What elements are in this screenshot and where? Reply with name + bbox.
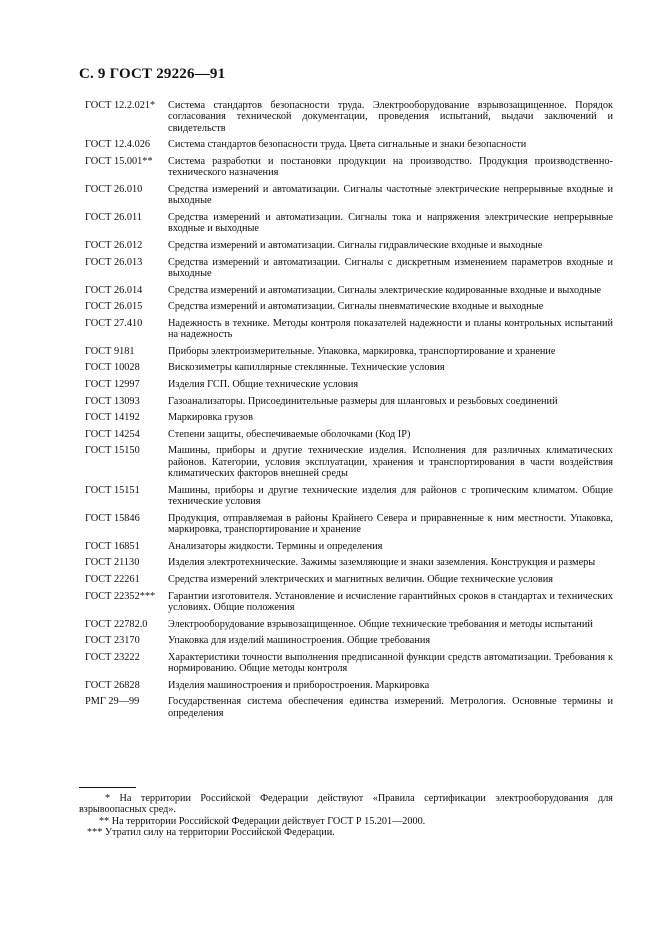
reference-title: Средства измерений и автоматизации. Сигналы пневматические входные и выходные [168,301,544,313]
reference-code: ГОСТ 26.012 [85,240,143,251]
reference-code: ГОСТ 26.014 [85,284,143,296]
reference-title: Машины, приборы и другие технические изделия для районов с тропическим климатом. Общие технические условия [168,484,613,508]
reference-code: ГОСТ 26.015 [85,301,143,313]
reference-title: Система стандартов безопасности труда. Цвета сигнальные и знаки безопасности [168,139,527,151]
reference-code: ГОСТ 12.2.021* [85,100,156,111]
reference-code: ГОСТ 14254 [85,428,140,440]
reference-row [85,184,613,207]
reference-code: ГОСТ 14192 [85,412,140,424]
reference-title: Средства измерений и автоматизации. Сигналы частотные электрические непрерывные входные и выходные [168,184,613,207]
reference-row [85,212,613,235]
reference-code: ГОСТ 23222 [85,651,140,663]
reference-title: Система разработки и постановки продукции на производство. Продукция производственно-технического назначения [168,156,613,179]
reference-row [85,591,613,614]
reference-title: Изделия электротехнические. Зажимы заземляющие и знаки заземления. Конструкция и размеры [168,557,596,569]
reference-code: ГОСТ 15.001** [85,156,153,167]
reference-title: Государственная система обеспечения единства измерений. Метрология. Основные термины и определения [168,696,613,719]
reference-code: ГОСТ 23170 [85,635,140,647]
reference-title: Анализаторы жидкости. Термины и определения [168,540,383,552]
reference-title: Средства измерений и автоматизации. Сигналы с дискретным изменением параметров входные и выходные [168,256,613,279]
reference-code: ГОСТ 26828 [85,679,140,691]
reference-title: Изделия машиностроения и приборостроения. Маркировка [168,679,430,691]
reference-title: Продукция, отправляемая в районы Крайнего Севера и приравненные к ним местности. Упаковка, маркировка, транспортирование и хранение [168,512,613,536]
footnote-2: ** На территории Российской Федерации действует ГОСТ Р 15.201—2000. [99,815,426,827]
reference-code: ГОСТ 22352*** [85,590,156,602]
reference-row [85,680,613,691]
reference-row [85,513,613,536]
reference-title: Гарантии изготовителя. Установление и исчисление гарантийных сроков в стандартах и технических условиях. Общие положения [168,590,613,613]
reference-row [85,412,613,423]
reference-row [85,652,613,675]
reference-title: Средства измерений и автоматизации. Сигналы тока и напряжения электрические непрерывные входные и выходные [168,212,613,235]
reference-code: ГОСТ 10028 [85,362,140,374]
reference-title: Средства измерений электрических и магнитных величин. Общие технические условия [168,573,553,585]
reference-row [85,346,613,357]
reference-row [85,301,613,312]
reference-title: Степени защиты, обеспечиваемые оболочками (Код IP) [168,428,411,440]
reference-title: Машины, приборы и другие технические изделия. Исполнения для различных климатических районов. Категории, условия эксплуатации, хранения и транспортирования в части воздействия климатических факторов внешней среды [168,445,613,480]
reference-title: Надежность в технике. Методы контроля показателей надежности и планы контрольных испытаний на надежность [168,317,613,341]
reference-code: ГОСТ 13093 [85,395,140,407]
reference-row [85,139,613,150]
reference-title: Газоанализаторы. Присоединительные размеры для шланговых и резьбовых соединений [168,395,558,407]
reference-row [85,396,613,407]
reference-row [85,485,613,508]
reference-row [85,619,613,630]
reference-title: Приборы электроизмерительные. Упаковка, маркировка, транспортирование и хранение [168,345,556,357]
reference-title: Маркировка грузов [168,412,253,424]
reference-row [85,379,613,390]
footnote-3: *** Утратил силу на территории Российской Федерации. [87,826,335,838]
footnote-divider [79,787,136,788]
reference-row [85,696,613,719]
reference-title: Средства измерений и автоматизации. Сигналы гидравлические входные и выходные [168,240,543,251]
reference-row [85,285,613,296]
reference-code: РМГ 29—99 [85,696,140,708]
reference-code: ГОСТ 12.4.026 [85,139,151,151]
reference-list [85,100,613,724]
reference-title: Система стандартов безопасности труда. Электрооборудование взрывозащищенное. Порядок согласования технической документации, проведения испытаний, выдачи заключений и свидетельств [168,100,613,134]
reference-code: ГОСТ 22782.0 [85,618,148,630]
reference-row [85,362,613,373]
reference-title: Изделия ГСП. Общие технические условия [168,378,359,390]
reference-code: ГОСТ 12997 [85,378,140,390]
reference-code: ГОСТ 15150 [85,445,140,457]
reference-row [85,240,613,251]
reference-code: ГОСТ 22261 [85,573,140,585]
page-header: С. 9 ГОСТ 29226—91 [79,66,226,82]
reference-code: ГОСТ 9181 [85,345,135,357]
reference-title: Характеристики точности выполнения предписанной функции средств автоматизации. Требования к нормированию. Общие методы контроля [168,651,613,675]
reference-title: Вискозиметры капиллярные стеклянные. Технические условия [168,362,445,374]
reference-code: ГОСТ 26.011 [85,212,142,223]
reference-code: ГОСТ 15846 [85,512,140,524]
reference-row [85,574,613,585]
reference-code: ГОСТ 21130 [85,557,140,569]
reference-row [85,445,613,479]
footnote-1: * На территории Российской Федерации действуют «Правила сертификации электрооборудования для взрывоопасных сред». [79,793,613,816]
reference-title: Электрооборудование взрывозащищенное. Общие технические требования и методы испытаний [168,618,593,630]
reference-code: ГОСТ 15151 [85,484,140,496]
reference-row [85,557,613,568]
reference-title: Упаковка для изделий машиностроения. Общие требования [168,635,431,647]
reference-row [85,429,613,440]
reference-row [85,257,613,280]
reference-code: ГОСТ 26.010 [85,184,143,195]
reference-code: ГОСТ 16851 [85,540,140,552]
reference-row [85,318,613,341]
footnotes [79,793,613,838]
reference-code: ГОСТ 27.410 [85,317,143,329]
reference-title: Средства измерений и автоматизации. Сигналы электрические кодированные входные и выходные [168,284,602,296]
reference-code: ГОСТ 26.013 [85,256,143,268]
reference-row [85,635,613,646]
reference-row [85,156,613,179]
reference-row [85,541,613,552]
reference-row [85,100,613,134]
